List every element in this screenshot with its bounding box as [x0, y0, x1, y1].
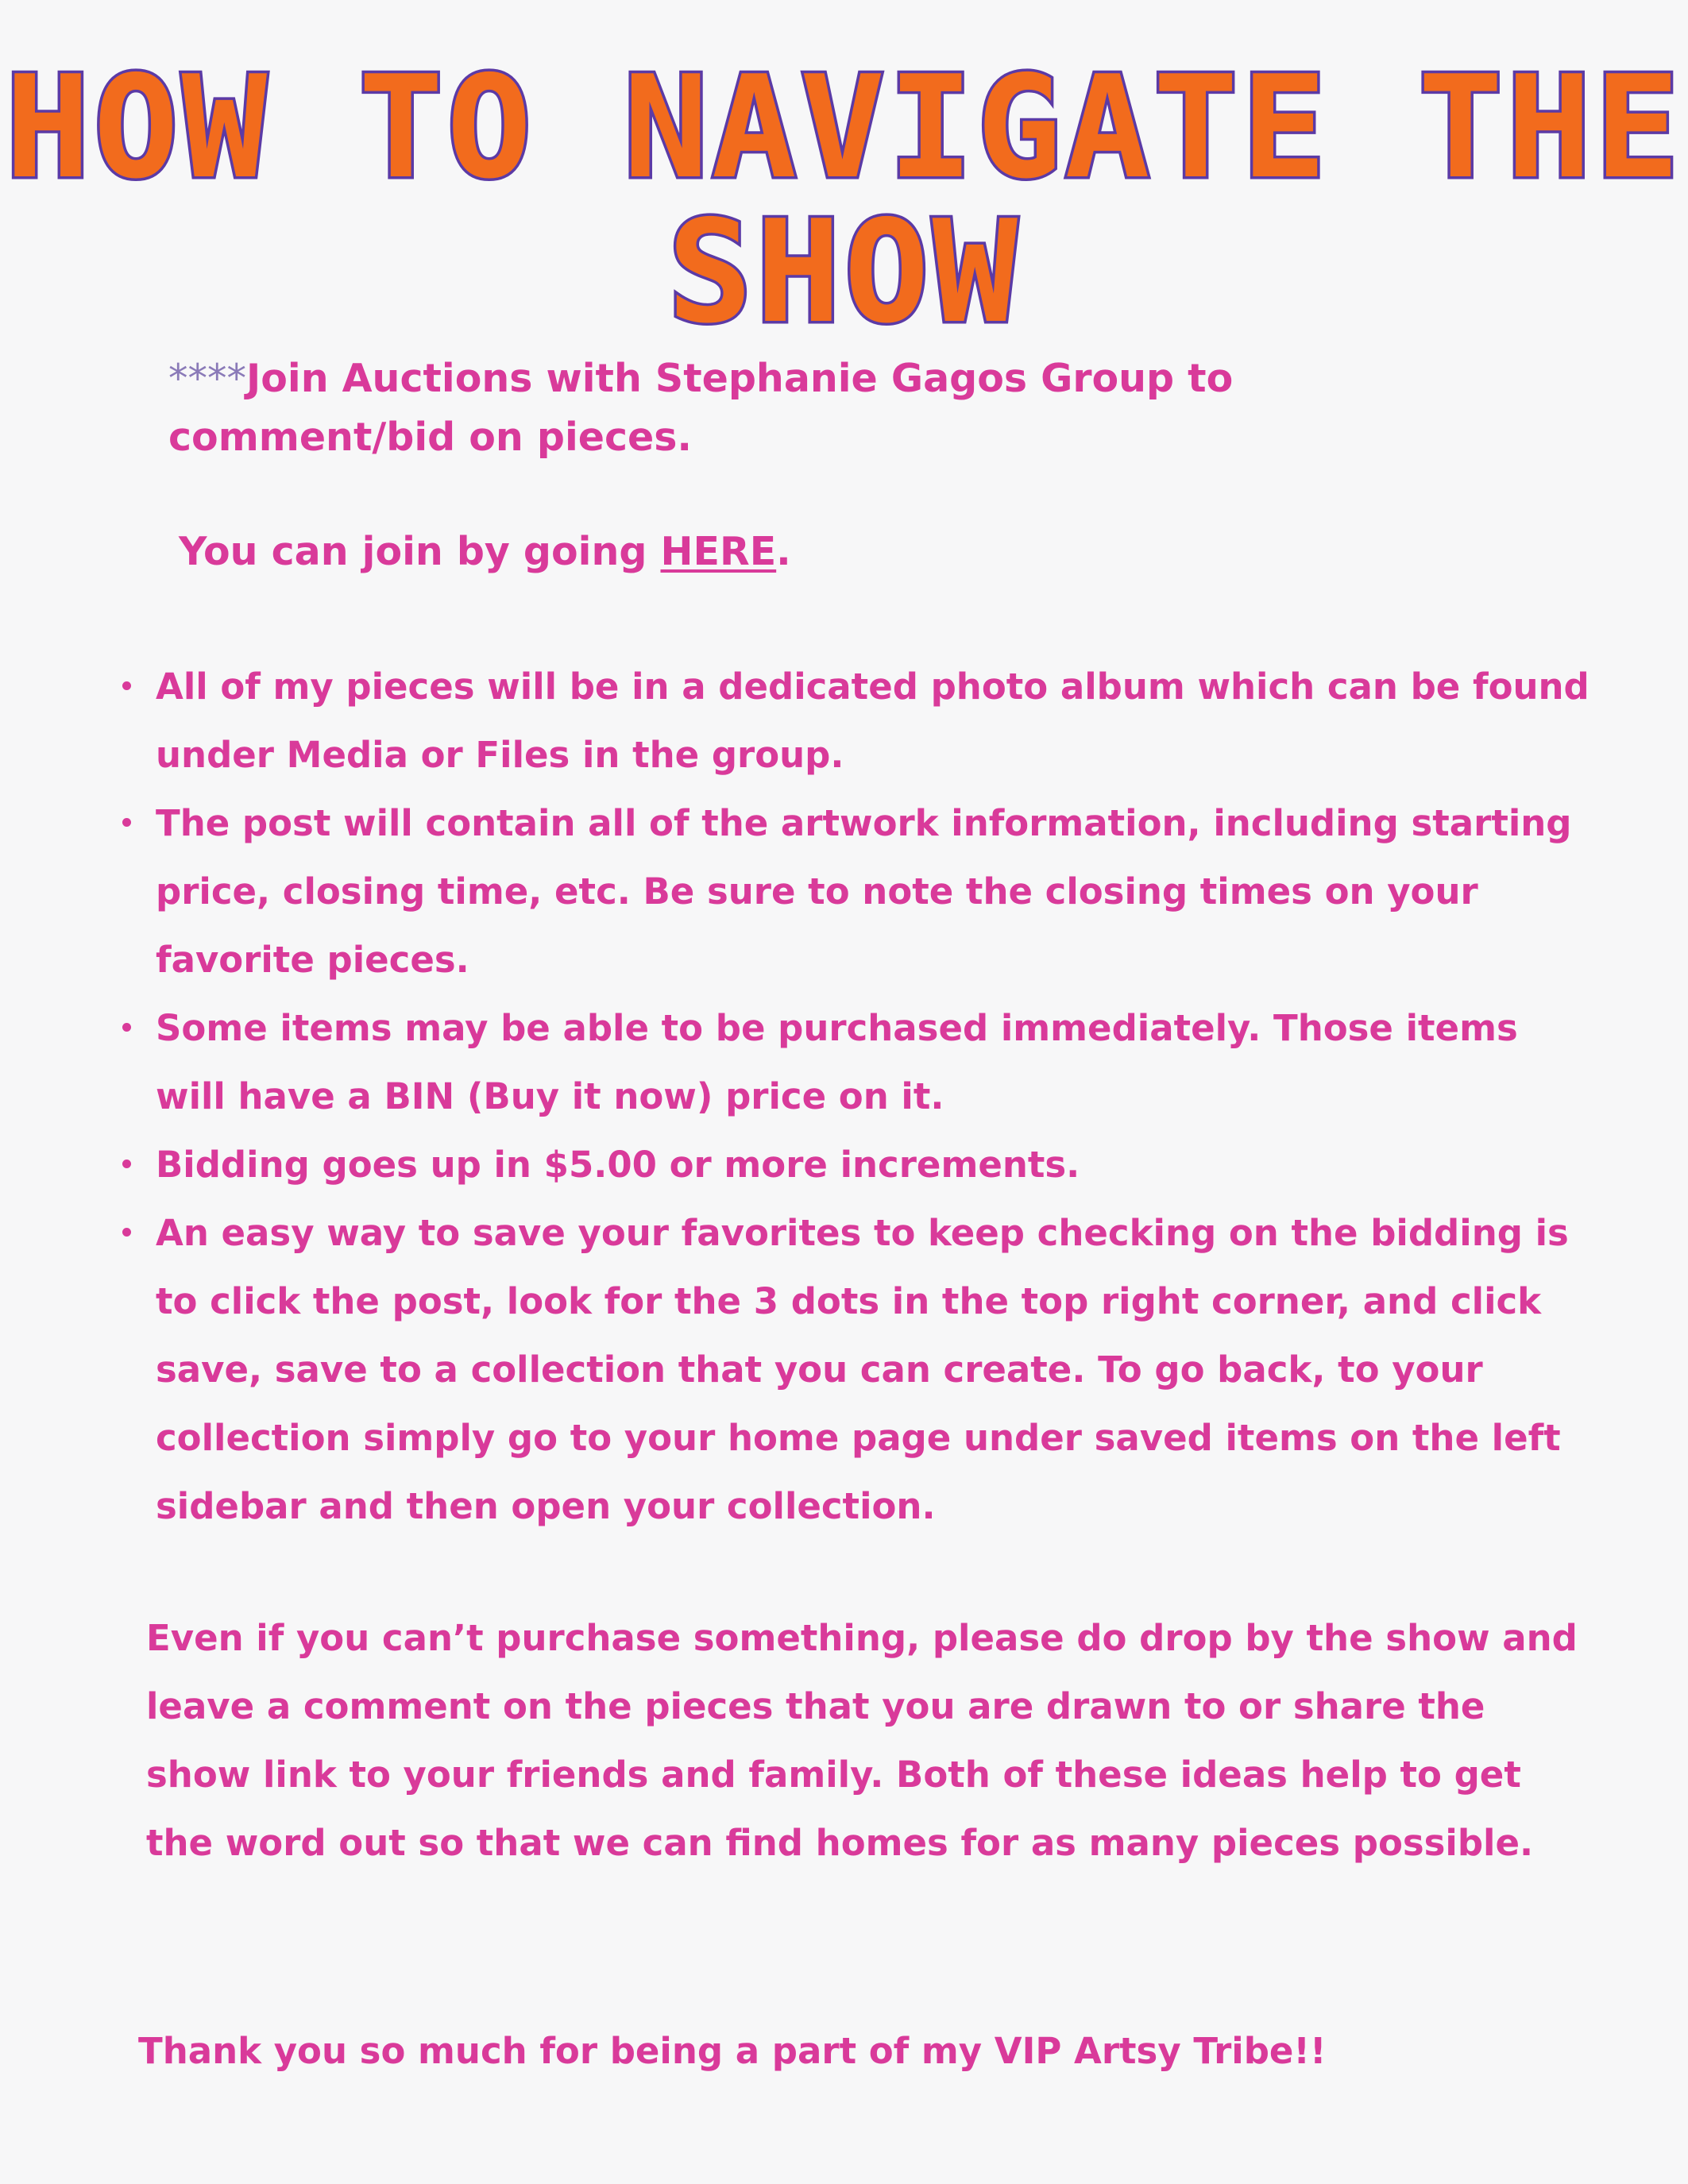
join-text: Join Auctions with Stephanie Gagos Group to comment/bid on pieces.: [168, 356, 1234, 460]
join-prefix: You can join by going: [179, 529, 661, 574]
list-item: [121, 789, 1590, 994]
list-item: [121, 1131, 1590, 1199]
bullet-icon: [122, 1228, 131, 1237]
join-suffix: .: [776, 529, 791, 574]
list-item-text: An easy way to save your favorites to keep checking on the bidding is to click the post, look for the 3 dots in the top right corner, and click save, save to a collection that you can create. To go back, to your collection simply go to your home page under saved items on the left sidebar and then open your collection.: [156, 1212, 1569, 1527]
join-here-link[interactable]: HERE: [660, 529, 777, 574]
list-item-text: All of my pieces will be in a dedicated photo album which can be found under Media or Files in the group.: [156, 666, 1590, 776]
list-item-text: Bidding goes up in $5.00 or more increments.: [156, 1144, 1080, 1186]
page-title: [0, 45, 1688, 354]
title-line-2: SHOW: [667, 190, 1021, 354]
encouragement-paragraph: Even if you can’t purchase something, please do drop by the show and leave a comment on the pieces that you are drawn to or share the show link to your friends and family. Both of these ideas help to get the word out so that we can find homes for as many pieces possible.: [146, 1617, 1578, 1864]
thank-you-note: Thank you so much for being a part of my VIP Artsy Tribe!!: [138, 2030, 1327, 2072]
title-line-1: HOW TO NAVIGATE THE: [5, 45, 1683, 210]
join-link-line: [179, 523, 791, 581]
asterisks: ****: [168, 356, 246, 401]
instructions-list: [121, 653, 1590, 1541]
list-item-text: The post will contain all of the artwork information, including starting price, closing time, etc. Be sure to note the closing times on your favorite pieces.: [156, 802, 1572, 981]
list-item: [121, 653, 1590, 789]
bullet-icon: [122, 818, 131, 827]
bullet-icon: [122, 1160, 131, 1168]
bullet-icon: [122, 1023, 131, 1032]
list-item-text: Some items may be able to be purchased immediately. Those items will have a BIN (Buy it now) price on it.: [156, 1007, 1518, 1117]
bullet-icon: [122, 681, 131, 690]
join-instructions: [168, 349, 1408, 467]
list-item: [121, 1199, 1590, 1541]
list-item: [121, 994, 1590, 1131]
